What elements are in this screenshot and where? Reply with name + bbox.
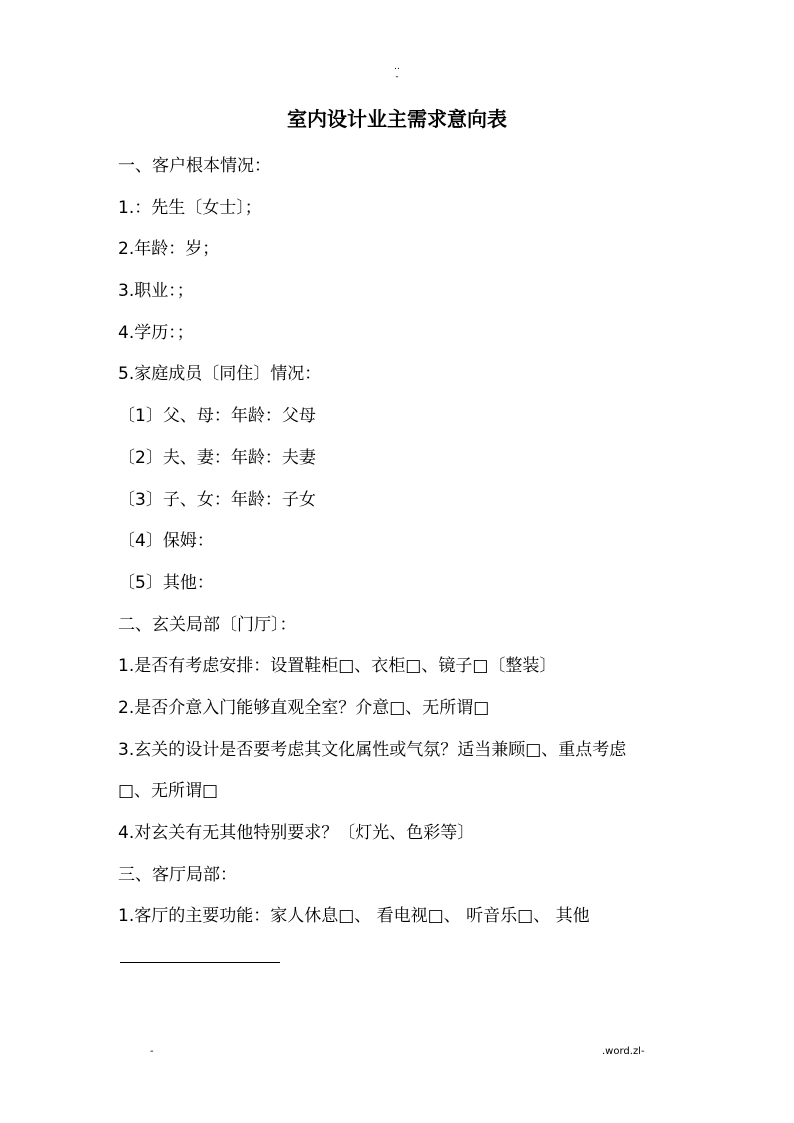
field-children: 〔3〕子、女：年龄：子女 <box>118 489 316 510</box>
field-age: 2.年龄：岁； <box>118 239 220 260</box>
field-others: 〔5〕其他： <box>118 572 214 593</box>
question-entrance-storage: 1.是否有考虑安排：设置鞋柜□、衣柜□、镜子□〔整装〕 <box>118 656 557 677</box>
footer-left-mark: - <box>150 1046 154 1057</box>
field-occupation: 3.职业：； <box>118 281 194 302</box>
footnote-rule <box>120 962 280 963</box>
form-body <box>118 146 678 938</box>
header-mark <box>0 62 794 82</box>
section-heading-entrance: 二、玄关局部〔门厅〕： <box>118 614 297 635</box>
header-dots: .. <box>394 62 400 72</box>
field-education: 4.学历：； <box>118 322 194 343</box>
section-heading-living-room: 三、客厅局部： <box>118 864 237 885</box>
field-nanny: 〔4〕保姆： <box>118 531 214 552</box>
question-living-room-function: 1.客厅的主要功能：家人休息□、 看电视□、 听音乐□、 其他 <box>118 906 590 927</box>
header-dash: - <box>395 72 399 82</box>
footer-right-mark: .word.zl- <box>602 1046 645 1057</box>
field-name: 1.：先生〔女士〕； <box>118 197 262 218</box>
question-entrance-special: 4.对玄关有无其他特别要求？〔灯光、色彩等〕 <box>118 823 475 843</box>
field-family-members: 5.家庭成员〔同住〕情况： <box>118 364 322 385</box>
field-spouse: 〔2〕夫、妻：年龄：夫妻 <box>118 447 316 468</box>
question-entrance-view: 2.是否介意入门能够直观全室？介意□、无所谓□ <box>118 697 490 718</box>
field-parents: 〔1〕父、母：年龄：父母 <box>118 406 316 427</box>
section-heading-client-info: 一、客户根本情况： <box>118 156 271 176</box>
question-entrance-culture: 3.玄关的设计是否要考虑其文化属性或气氛？适当兼顾□、重点考虑 <box>118 739 627 760</box>
question-entrance-culture-cont: □、无所谓□ <box>118 781 219 802</box>
document-title: 室内设计业主需求意向表 <box>287 107 507 131</box>
